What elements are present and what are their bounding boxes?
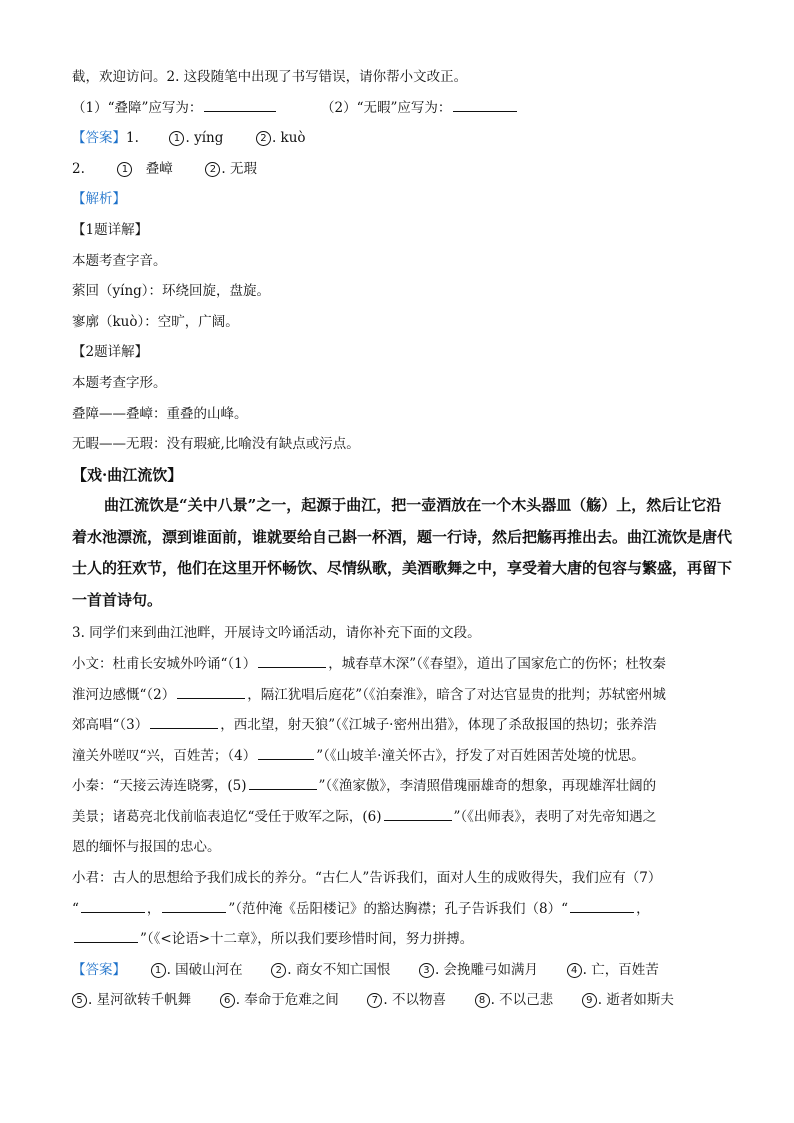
answer-q1-line (72, 123, 732, 154)
circle-number: 5 (72, 993, 87, 1008)
answer-text: . 奉命于危难之间 (235, 992, 339, 1009)
answer-q3-line-2 (72, 985, 732, 1016)
xiaowen-line-3 (72, 710, 732, 741)
blank-8b (74, 927, 138, 943)
answer-text: . yíng (185, 130, 224, 147)
text-run: ， (146, 900, 161, 917)
detail-text: 本题考查字形。 (72, 374, 167, 391)
section-title: 【戏·曲江流饮】 (72, 465, 183, 484)
answer-text: . 逝者如斯夫 (597, 992, 674, 1009)
text-run: ，隔江犹唱后庭花”（《泊秦淮》，暗含了对达官显贵的批判；苏轼密州城 (247, 686, 666, 703)
xiaowen-line-1 (72, 649, 732, 680)
detail-text: 萦回（yíng）：环绕回旋，盘旋。 (72, 283, 271, 300)
circle-number: 8 (475, 993, 490, 1008)
answer-tag: 【答案】 (72, 961, 126, 978)
circle-number: 6 (220, 993, 235, 1008)
document-page (72, 62, 732, 1016)
section-paragraph: 曲江流饮是“关中八景”之一，起源于曲江，把一壶酒放在一个木头器皿（觞）上，然后让它沿着水池漂流，漂到谁面前，谁就要给自己斟一杯酒，题一行诗，然后把觞再推出去。曲江流饮是唐代士人的狂欢节，他们在这里开怀畅饮、尽情纵歌，美酒歌舞之中，享受着大唐的包容与繁盛，再留下一首首诗句。 (72, 496, 733, 609)
circle-number: 1 (151, 963, 166, 978)
detail-heading-2: 【2题详解】 (72, 344, 149, 361)
xiaojun-line-3 (72, 924, 732, 955)
answer-text: . 国破山河在 (166, 961, 243, 978)
answer-text: 叠嶂 (145, 160, 173, 177)
answer-num: 1. (126, 130, 139, 147)
q2-item1-blank (204, 96, 276, 112)
q2-instruction: 截，欢迎访问。2. 这段随笔中出现了书写错误，请你帮小文改正。 (72, 69, 468, 85)
answer-text: . 星河欲转千帆舞 (88, 992, 192, 1009)
blank-7b (162, 897, 226, 913)
blank-1 (258, 652, 326, 668)
q3-intro: 3. 同学们来到曲江池畔，开展诗文吟诵活动，请你补充下面的文段。 (72, 625, 481, 642)
detail-text: 本题考查字音。 (72, 252, 167, 269)
text-run: 潼关外嗟叹“兴，百姓苦；（4） (72, 747, 257, 764)
blank-2 (177, 683, 245, 699)
xiaojun-line-2 (72, 894, 732, 925)
answer-text: . 不以物喜 (383, 992, 446, 1009)
q2-item1-prompt: （1）“叠障”应写为： (72, 99, 203, 116)
text-run: ”（《出师表》，表明了对先帝知遇之 (453, 808, 657, 825)
circle-number: 1 (169, 131, 184, 146)
text-run: 小文：杜甫长安城外吟诵“（1） (72, 655, 257, 672)
blank-6 (384, 805, 452, 821)
answer-text: . kuò (271, 130, 306, 147)
circle-number: 9 (582, 993, 597, 1008)
blank-4 (258, 744, 314, 760)
text-run: ，城春草木深”（《春望》，道出了国家危亡的伤怀；杜牧秦 (328, 655, 666, 672)
circle-number: 7 (367, 993, 382, 1008)
circle-number: 4 (567, 963, 582, 978)
text-run: ，西北望，射天狼”（《江城子·密州出猎》，体现了杀敌报国的热切；张养浩 (220, 717, 657, 734)
text-run: 郊高唱“（3） (72, 717, 149, 734)
answer-tag: 【答案】 (72, 130, 126, 147)
text-run: “ (72, 900, 79, 917)
text-run: ”（《<论语>十二章》，所以我们要珍惜时间，努力拼搏。 (140, 931, 474, 948)
detail-heading-1: 【1题详解】 (72, 221, 149, 238)
answer-text: . 商女不知亡国恨 (287, 961, 391, 978)
detail-text: 寥廓（kuò）：空旷，广阔。 (72, 313, 239, 330)
circle-number: 2 (256, 131, 271, 146)
xiaoqin-line-3: 恩的缅怀与报国的忠心。 (72, 839, 221, 856)
blank-5 (249, 774, 317, 790)
text-run: ”（范仲淹《岳阳楼记》的豁达胸襟；孔子告诉我们（8）“ (228, 900, 569, 917)
q2-items (72, 93, 732, 124)
circle-number: 2 (271, 963, 286, 978)
answer-q2-line (72, 154, 732, 185)
answer-text: . 不以己悲 (490, 992, 554, 1009)
text-run: ”（《渔家傲》，李清照借瑰丽雄奇的想象，再现雄浑壮阔的 (318, 778, 657, 795)
circle-number: 2 (205, 162, 220, 177)
answer-text: . 会挽雕弓如满月 (434, 961, 539, 978)
xiaoqin-line-2 (72, 802, 732, 833)
xiaojun-line-1: 小君：古人的思想给予我们成长的养分。“古仁人”告诉我们，面对人生的成败得失，我们应有（7） (72, 870, 662, 887)
q2-item2-blank (453, 96, 517, 112)
answer-q3-line-1 (72, 955, 732, 986)
detail-text: 叠障——叠嶂：重叠的山峰。 (72, 405, 248, 422)
detail-text: 无暇——无瑕：没有瑕疵,比喻没有缺点或污点。 (72, 436, 360, 453)
circle-number: 1 (117, 162, 132, 177)
xiaowen-line-2 (72, 680, 732, 711)
answer-text: . 亡，百姓苦 (582, 961, 659, 978)
text-run: ”（《山坡羊·潼关怀古》，抒发了对百姓困苦处境的忧思。 (316, 747, 645, 764)
blank-8a (570, 897, 634, 913)
xiaoqin-line-1 (72, 771, 732, 802)
analysis-tag: 【解析】 (72, 191, 126, 208)
blank-3 (150, 713, 218, 729)
circle-number: 3 (419, 963, 434, 978)
text-run: 淮河边感慨“（2） (72, 686, 176, 703)
answer-text: . 无瑕 (221, 160, 257, 177)
text-run: 小秦：“天接云涛连晓雾，(5) (72, 778, 247, 795)
text-run: ， (636, 900, 650, 917)
blank-7a (81, 897, 145, 913)
q2-item2-prompt: （2）“无暇”应写为： (321, 99, 452, 116)
xiaowen-line-4 (72, 741, 732, 772)
text-run: 美景；诸葛亮北伐前临表追忆“受任于败军之际，(6) (72, 808, 382, 825)
answer-num: 2. (72, 160, 85, 177)
